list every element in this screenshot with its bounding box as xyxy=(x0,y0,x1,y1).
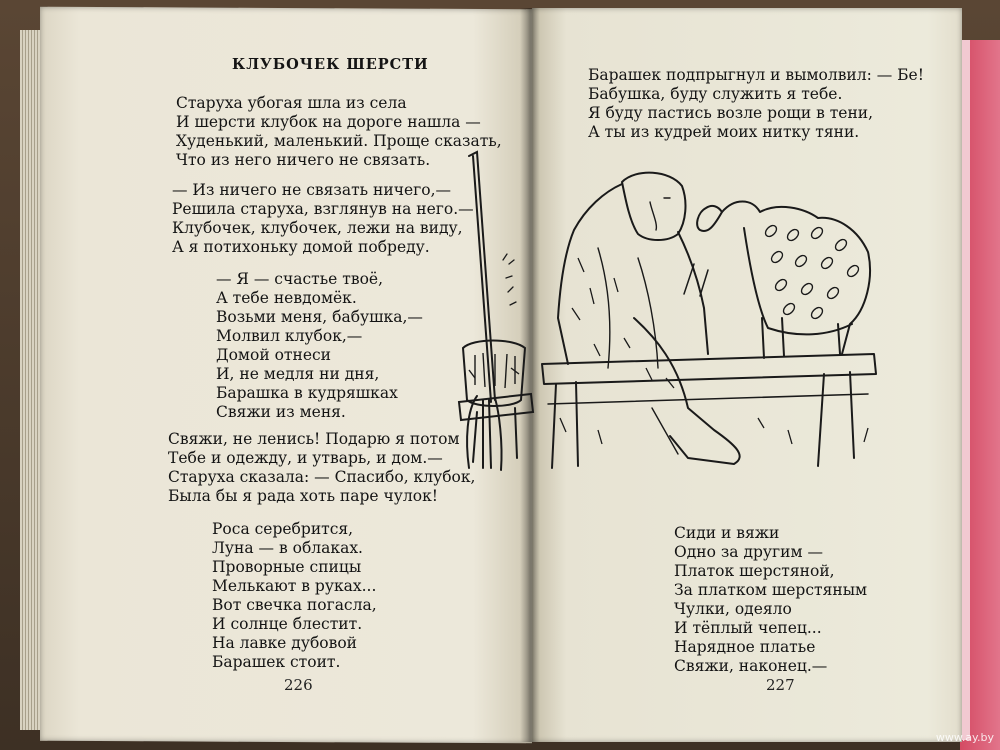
watermark-text: www.ay.by xyxy=(935,731,994,744)
verse-line: Нарядное платье xyxy=(674,638,816,656)
verse-line: За платком шерстяным xyxy=(674,581,868,599)
verse-line: Вот свечка погасла, xyxy=(212,596,377,614)
verse-line: Свяжи, не ленись! Подарю я потом xyxy=(168,430,460,448)
verse-line: Свяжи, наконец.— xyxy=(674,657,828,675)
verse-line: Сиди и вяжи xyxy=(674,524,780,542)
left-stanza-4 xyxy=(168,430,476,506)
pitchfork-illustration xyxy=(455,150,535,480)
verse-line: Барашек подпрыгнул и вымолвил: — Бе! xyxy=(588,66,924,84)
right-stanza-2 xyxy=(674,524,867,676)
verse-line: Была бы я рада хоть паре чулок! xyxy=(168,487,438,505)
left-stanza-3 xyxy=(216,270,423,422)
verse-line: А тебе невдомёк. xyxy=(216,289,357,307)
verse-line: И солнце блестит. xyxy=(212,615,363,633)
verse-line: Старуха сказала: — Спасибо, клубок, xyxy=(168,468,476,486)
verse-line: И, не медля ни дня, xyxy=(216,365,380,383)
verse-line: И тёплый чепец... xyxy=(674,619,822,637)
verse-line: Тебе и одежду, и утварь, и дом.— xyxy=(168,449,443,467)
verse-line: Бабушка, буду служить я тебе. xyxy=(588,85,843,103)
verse-line: Свяжи из меня. xyxy=(216,403,346,421)
verse-line: Барашек стоит. xyxy=(212,653,341,671)
verse-line: Возьми меня, бабушка,— xyxy=(216,308,423,326)
verse-line: Решила старуха, взглянув на него.— xyxy=(172,200,474,218)
verse-line: А ты из кудрей моих нитку тяни. xyxy=(588,123,860,141)
verse-line: Клубочек, клубочек, лежи на виду, xyxy=(172,219,463,237)
verse-line: Мелькают в руках... xyxy=(212,577,377,595)
page-stack-edge xyxy=(20,30,42,730)
verse-line: Луна — в облаках. xyxy=(212,539,363,557)
sheep-illustration xyxy=(700,190,870,350)
verse-line: И шерсти клубок на дороге нашла — xyxy=(176,113,481,131)
verse-line: — Я — счастье твоё, xyxy=(216,270,383,288)
verse-line: А я потихоньку домой побреду. xyxy=(172,238,430,256)
verse-line: Я буду пастись возле рощи в тени, xyxy=(588,104,874,122)
right-stanza-1 xyxy=(588,66,924,142)
verse-line: Худенький, маленький. Проще сказать, xyxy=(176,132,502,150)
left-stanza-1 xyxy=(176,94,502,170)
verse-line: Старуха убогая шла из села xyxy=(176,94,407,112)
verse-line: Домой отнеси xyxy=(216,346,332,364)
verse-line: Барашка в кудряшках xyxy=(216,384,398,402)
verse-line: Проворные спицы xyxy=(212,558,362,576)
verse-line: Чулки, одеяло xyxy=(674,600,792,618)
poem-title: КЛУБОЧЕК ШЕРСТИ xyxy=(232,56,429,73)
left-stanza-5 xyxy=(212,520,377,672)
right-page-number: 227 xyxy=(766,676,795,694)
verse-line: На лавке дубовой xyxy=(212,634,358,652)
verse-line: Платок шерстяной, xyxy=(674,562,835,580)
verse-line: Роса серебрится, xyxy=(212,520,354,538)
verse-line: — Из ничего не связать ничего,— xyxy=(172,181,451,199)
verse-line: Молвил клубок,— xyxy=(216,327,363,345)
verse-line: Что из него ничего не связать. xyxy=(176,151,431,169)
left-page-number: 226 xyxy=(284,676,313,694)
left-stanza-2 xyxy=(172,181,474,257)
verse-line: Одно за другим — xyxy=(674,543,823,561)
